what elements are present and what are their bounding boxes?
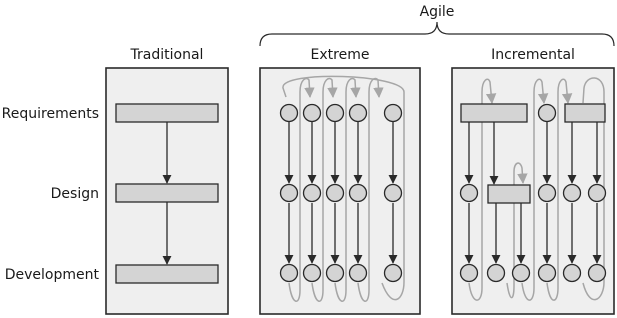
extreme-node (281, 185, 298, 202)
extreme-node (350, 265, 367, 282)
extreme-node (327, 185, 344, 202)
extreme-node (327, 265, 344, 282)
incremental-requirements-bar-2 (565, 104, 605, 122)
extreme-node (350, 185, 367, 202)
traditional-title: Traditional (130, 47, 204, 63)
extreme-panel (260, 68, 420, 314)
incremental-design-bar (488, 185, 530, 203)
extreme-title: Extreme (310, 47, 370, 63)
incremental-panel (452, 68, 614, 314)
extreme-node (281, 265, 298, 282)
incremental-node (461, 185, 478, 202)
extreme-node (304, 265, 321, 282)
row-label-development: Development (4, 267, 99, 283)
row-label-design: Design (50, 186, 99, 202)
incremental-node (461, 265, 478, 282)
row-label-requirements: Requirements (1, 106, 99, 122)
incremental-node (564, 265, 581, 282)
traditional-design-bar (116, 184, 218, 202)
traditional-requirements-bar (116, 104, 218, 122)
incremental-requirements-bar-1 (461, 104, 527, 122)
agile-bracket (260, 22, 614, 46)
traditional-panel (106, 68, 228, 314)
extreme-node (304, 185, 321, 202)
extreme-node (350, 105, 367, 122)
extreme-node (385, 265, 402, 282)
incremental-node (513, 265, 530, 282)
extreme-node (281, 105, 298, 122)
extreme-node (327, 105, 344, 122)
incremental-node (539, 105, 556, 122)
incremental-node (589, 265, 606, 282)
incremental-node (539, 185, 556, 202)
extreme-node (385, 105, 402, 122)
incremental-node (539, 265, 556, 282)
extreme-node (304, 105, 321, 122)
incremental-node (589, 185, 606, 202)
incremental-title: Incremental (491, 47, 575, 63)
traditional-development-bar (116, 265, 218, 283)
agile-label: Agile (419, 4, 455, 20)
extreme-node (385, 185, 402, 202)
incremental-node (564, 185, 581, 202)
incremental-node (488, 265, 505, 282)
